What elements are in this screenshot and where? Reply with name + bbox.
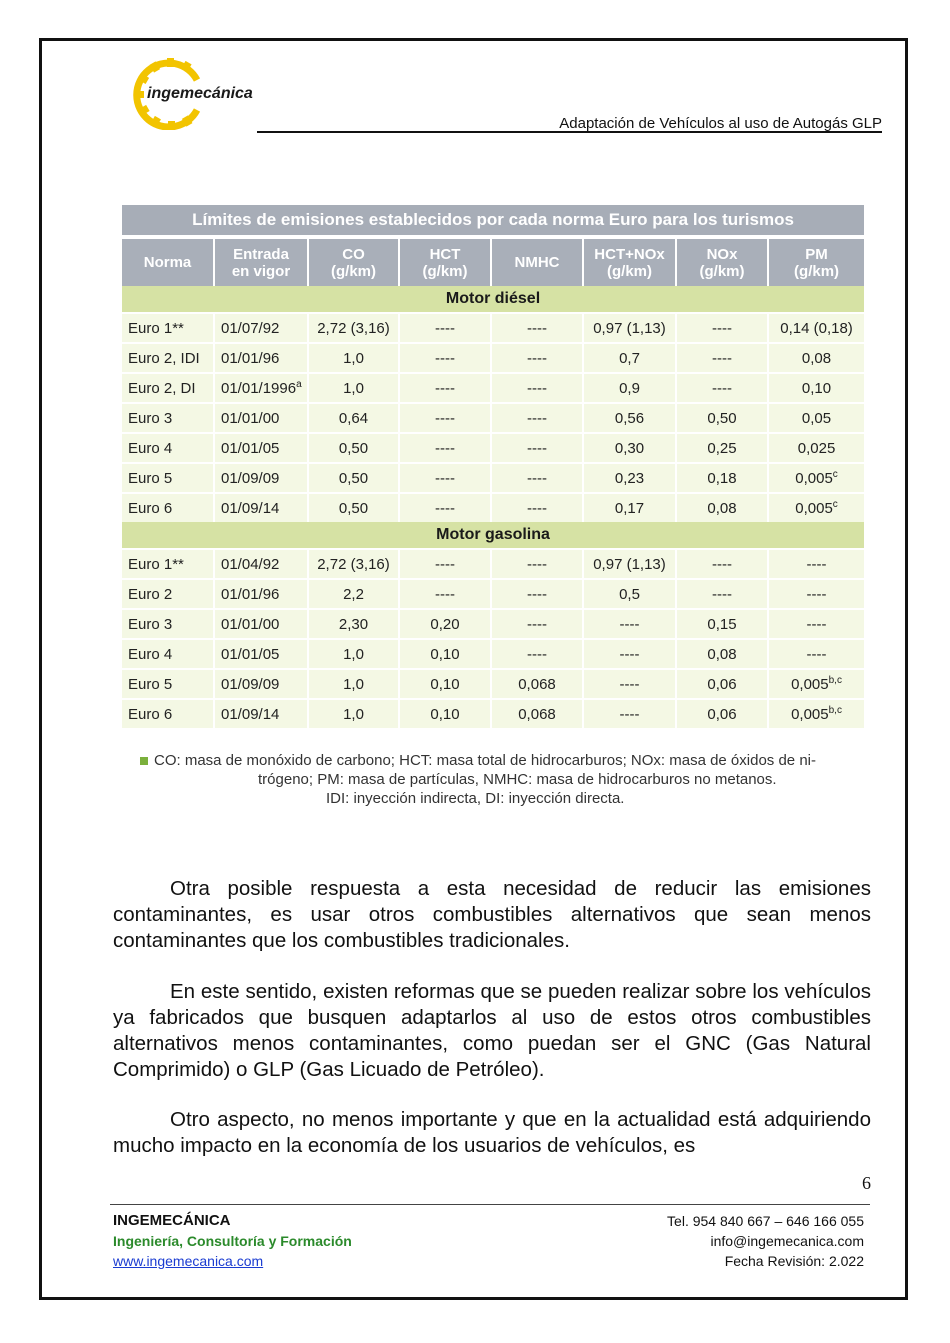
table-cell: [676, 343, 768, 373]
table-cell: [768, 549, 864, 579]
table-cell: [214, 699, 308, 728]
cell-value: Euro 5: [128, 675, 173, 693]
section-title: Motor diésel: [122, 286, 864, 313]
table-cell: [583, 669, 676, 699]
cell-value: ----: [527, 409, 547, 427]
table-cell: [491, 639, 583, 669]
column-header-text: Entrada: [233, 245, 289, 263]
table-cell: [768, 373, 864, 403]
column-header-text: NOx: [706, 245, 738, 263]
cell-value: 01/01/96: [221, 349, 280, 367]
table-cell: [399, 699, 491, 728]
cell-value: 0,56: [614, 409, 645, 427]
cell-value: 1,0: [343, 675, 364, 693]
column-header: [122, 239, 214, 286]
column-header-text: (g/km): [607, 262, 652, 280]
table-cell: [214, 669, 308, 699]
footer-revision: Fecha Revisión: 2.022: [724, 1253, 864, 1269]
table-cell: [676, 699, 768, 728]
table-cell: [676, 433, 768, 463]
table-cell: [399, 669, 491, 699]
column-header: [308, 239, 399, 286]
table-cell: [583, 493, 676, 522]
footer-company-name: INGEMECÁNICA: [113, 1212, 231, 1229]
footer-phone: Tel. 954 840 667 – 646 166 055: [667, 1213, 864, 1229]
cell-value: ----: [527, 469, 547, 487]
cell-value: 0,50: [338, 439, 369, 457]
table-cell: [308, 463, 399, 493]
cell-value: 0,068: [518, 705, 556, 723]
table-cell: [491, 433, 583, 463]
cell-value: 01/09/14: [221, 499, 280, 517]
table-row: [122, 373, 864, 403]
footer-email: info@ingemecanica.com: [710, 1233, 864, 1249]
footer-contact-block: [667, 1211, 864, 1271]
table-cell: [768, 699, 864, 728]
table-cell: [308, 343, 399, 373]
cell-value: ----: [527, 555, 547, 573]
cell-value: ----: [619, 705, 640, 723]
cell-value: 0,50: [338, 499, 369, 517]
cell-value: Euro 1**: [128, 555, 184, 573]
cell-value: 2,72 (3,16): [317, 319, 390, 337]
cell-value: 0,05: [801, 409, 832, 427]
column-header: [768, 239, 864, 286]
cell-value: Euro 6: [128, 499, 173, 517]
cell-footnote-mark: a: [296, 379, 302, 390]
table-cell: [399, 433, 491, 463]
column-header-text: PM: [805, 245, 828, 263]
cell-value: ----: [527, 379, 547, 397]
cell-footnote-mark: c: [832, 469, 838, 480]
cell-value: ----: [527, 615, 547, 633]
cell-value: ----: [527, 319, 547, 337]
column-header-text: (g/km): [422, 262, 468, 280]
table-cell: [122, 343, 214, 373]
cell-value: 0,97 (1,13): [593, 319, 666, 337]
column-header-text: Norma: [143, 254, 192, 271]
cell-value: 0,25: [707, 439, 737, 457]
cell-value: ----: [527, 585, 547, 603]
table-cell: [583, 373, 676, 403]
cell-value: ----: [806, 645, 827, 663]
cell-value: Euro 3: [128, 409, 173, 427]
cell-value: Euro 4: [128, 439, 173, 457]
cell-value: 2,30: [338, 615, 369, 633]
cell-value: 0,068: [518, 675, 556, 693]
cell-value: 0,08: [801, 349, 832, 367]
column-header-text: HCT: [429, 245, 461, 263]
section-header-row: [122, 286, 864, 313]
cell-value: 0,14 (0,18): [780, 319, 853, 337]
cell-value: 0,18: [707, 469, 737, 487]
cell-value: ----: [527, 349, 547, 367]
cell-value: Euro 2, DI: [128, 379, 196, 397]
cell-value: 01/01/05: [221, 439, 280, 457]
table-cell: [122, 699, 214, 728]
table-row: [122, 579, 864, 609]
table-cell: [491, 313, 583, 343]
cell-value: 01/01/00: [221, 615, 280, 633]
cell-value: ----: [712, 349, 732, 367]
cell-value: 0,97 (1,13): [593, 555, 666, 573]
cell-value: 0,9: [619, 379, 640, 397]
table-cell: [214, 373, 308, 403]
cell-value: ----: [712, 379, 732, 397]
table-cell: [491, 493, 583, 522]
table-cell: [122, 609, 214, 639]
table-cell: [308, 579, 399, 609]
cell-value: ----: [619, 645, 640, 663]
table-cell: [214, 343, 308, 373]
legend-line-2: trógeno; PM: masa de partículas, NMHC: masa de hidrocarburos no metanos.: [258, 771, 777, 788]
cell-value: ----: [806, 585, 827, 603]
table-cell: [583, 313, 676, 343]
table-cell: [308, 313, 399, 343]
cell-value: ----: [712, 585, 732, 603]
cell-value: ----: [435, 469, 455, 487]
table-legend: [140, 751, 860, 808]
table-cell: [491, 373, 583, 403]
table-cell: [676, 463, 768, 493]
document-title: Adaptación de Vehículos al uso de Autogás GLP: [559, 115, 882, 132]
table-cell: [308, 669, 399, 699]
table-cell: [676, 669, 768, 699]
table-cell: [399, 639, 491, 669]
table-cell: [676, 403, 768, 433]
cell-value: ----: [806, 555, 827, 573]
table-row: [122, 549, 864, 579]
cell-value: 1,0: [343, 379, 364, 397]
table-row: [122, 343, 864, 373]
cell-value: Euro 4: [128, 645, 173, 663]
table-row: [122, 433, 864, 463]
table-cell: [676, 579, 768, 609]
table-row: [122, 493, 864, 522]
cell-value: 0,08: [707, 645, 737, 663]
table-cell: [122, 549, 214, 579]
table-cell: [676, 639, 768, 669]
column-header-text: (g/km): [794, 262, 840, 280]
cell-value: Euro 3: [128, 615, 173, 633]
table-cell: [122, 639, 214, 669]
table-cell: [491, 669, 583, 699]
legend-bullet-icon: [140, 757, 148, 765]
table-cell: [491, 699, 583, 728]
table-cell: [491, 549, 583, 579]
cell-value: 01/01/96: [221, 585, 280, 603]
table-cell: [768, 313, 864, 343]
cell-value: 0,025: [797, 439, 836, 457]
table-cell: [399, 549, 491, 579]
cell-value: 2,2: [343, 585, 364, 603]
table-row: [122, 669, 864, 699]
cell-value: 0,06: [707, 705, 737, 723]
table-cell: [583, 699, 676, 728]
legend-line-3: IDI: inyección indirecta, DI: inyección directa.: [326, 790, 625, 807]
cell-value: 0,50: [338, 469, 369, 487]
table-cell: [768, 669, 864, 699]
table-title: Límites de emisiones establecidos por cada norma Euro para los turismos: [122, 205, 864, 235]
cell-value: 01/09/09: [221, 469, 280, 487]
table-row: [122, 609, 864, 639]
table-row: [122, 463, 864, 493]
table-cell: [768, 609, 864, 639]
cell-value: 0,005: [795, 500, 833, 517]
table-cell: [214, 433, 308, 463]
cell-value: ----: [435, 439, 455, 457]
table-cell: [491, 579, 583, 609]
cell-value: 0,10: [801, 379, 832, 397]
table-cell: [308, 639, 399, 669]
cell-value: 2,72 (3,16): [317, 555, 390, 573]
table-cell: [399, 609, 491, 639]
cell-value: 01/04/92: [221, 555, 280, 573]
emissions-table: [122, 205, 864, 728]
table-cell: [122, 463, 214, 493]
table-row: [122, 639, 864, 669]
table-cell: [491, 403, 583, 433]
cell-value: ----: [619, 675, 640, 693]
column-header-text: CO: [342, 245, 365, 263]
table-cell: [122, 493, 214, 522]
table-cell: [491, 343, 583, 373]
table-cell: [768, 343, 864, 373]
table-cell: [583, 403, 676, 433]
table-cell: [214, 493, 308, 522]
section-header-row: [122, 522, 864, 549]
cell-value: ----: [806, 615, 827, 633]
table-cell: [214, 609, 308, 639]
footer-tagline: Ingeniería, Consultoría y Formación: [113, 1233, 352, 1249]
table-cell: [583, 549, 676, 579]
table-cell: [583, 579, 676, 609]
table-cell: [122, 433, 214, 463]
cell-value: Euro 2: [128, 585, 173, 603]
cell-value: ----: [435, 585, 455, 603]
cell-value: ----: [712, 555, 732, 573]
column-header: [491, 239, 583, 286]
cell-value: 0,7: [619, 349, 640, 367]
cell-value: 1,0: [343, 705, 364, 723]
cell-value: 0,06: [707, 675, 737, 693]
table-cell: [214, 313, 308, 343]
table-cell: [308, 699, 399, 728]
table-cell: [308, 609, 399, 639]
cell-footnote-mark: b,c: [828, 675, 842, 686]
column-header: [399, 239, 491, 286]
cell-value: 0,30: [614, 439, 645, 457]
table-row: [122, 699, 864, 728]
table-cell: [308, 433, 399, 463]
table-cell: [583, 609, 676, 639]
column-header-text: (g/km): [699, 262, 745, 280]
table-cell: [768, 639, 864, 669]
cell-value: Euro 5: [128, 469, 173, 487]
cell-value: 0,64: [338, 409, 369, 427]
table-cell: [399, 463, 491, 493]
table-cell: [214, 549, 308, 579]
cell-value: ----: [435, 499, 455, 517]
cell-value: 0,5: [619, 585, 640, 603]
table-cell: [399, 313, 491, 343]
cell-footnote-mark: c: [832, 499, 838, 510]
table-cell: [676, 373, 768, 403]
table-cell: [122, 579, 214, 609]
cell-value: 01/01/1996: [221, 380, 297, 397]
cell-value: 0,10: [430, 675, 460, 693]
column-header: [214, 239, 308, 286]
cell-value: 0,10: [430, 705, 460, 723]
cell-value: 0,005: [791, 676, 829, 693]
table-cell: [122, 403, 214, 433]
table-cell: [676, 609, 768, 639]
cell-value: 01/09/14: [221, 705, 280, 723]
cell-value: 0,08: [707, 499, 737, 517]
cell-value: 0,005: [791, 706, 829, 723]
page-number: 6: [862, 1173, 871, 1193]
table-cell: [214, 463, 308, 493]
footer-divider: [110, 1204, 870, 1205]
table-cell: [399, 403, 491, 433]
paragraph-3: Otro aspecto, no menos importante y que en la actualidad está adquiriendo mucho impacto en la economía de los usuarios de vehículos, es: [113, 1108, 871, 1157]
table-cell: [676, 313, 768, 343]
column-header-row: [122, 239, 864, 286]
cell-value: 01/01/00: [221, 409, 280, 427]
cell-value: 01/09/09: [221, 675, 280, 693]
footer-company-block: [113, 1211, 352, 1271]
table-cell: [308, 493, 399, 522]
table-cell: [214, 639, 308, 669]
cell-value: 0,23: [614, 469, 645, 487]
column-header-text: en vigor: [231, 262, 291, 280]
cell-value: 1,0: [343, 349, 364, 367]
cell-value: 0,17: [614, 499, 645, 517]
cell-value: ----: [435, 409, 455, 427]
table-cell: [399, 579, 491, 609]
company-logo: [131, 58, 271, 128]
table-row: [122, 403, 864, 433]
table-cell: [399, 493, 491, 522]
table-cell: [768, 433, 864, 463]
cell-value: 0,20: [430, 615, 460, 633]
cell-value: 01/07/92: [221, 319, 280, 337]
column-header-text: HCT+NOx: [594, 245, 665, 263]
cell-value: 0,50: [707, 409, 737, 427]
table-row: [122, 313, 864, 343]
cell-value: ----: [527, 499, 547, 517]
table-cell: [583, 433, 676, 463]
cell-value: ----: [435, 319, 455, 337]
table-cell: [768, 463, 864, 493]
table-cell: [583, 463, 676, 493]
table-cell: [491, 463, 583, 493]
table-cell: [399, 373, 491, 403]
table-cell: [676, 493, 768, 522]
cell-footnote-mark: b,c: [828, 705, 842, 716]
paragraph-2: En este sentido, existen reformas que se pueden realizar sobre los vehículos ya fabricados que busquen adaptarlos al uso de estos otros combustibles alternativos menos contaminantes, como puedan ser el GNC (Gas Natural Comprimido) o GLP (Gas Licuado de Petróleo).: [113, 980, 871, 1081]
cell-value: ----: [435, 555, 455, 573]
table-cell: [583, 343, 676, 373]
table-cell: [491, 609, 583, 639]
column-header: [676, 239, 768, 286]
cell-value: 0,15: [707, 615, 737, 633]
cell-value: 01/01/05: [221, 645, 280, 663]
table-cell: [308, 373, 399, 403]
table-cell: [214, 579, 308, 609]
table-title-row: [122, 205, 864, 235]
header-divider: [257, 131, 882, 133]
table-cell: [122, 313, 214, 343]
cell-value: ----: [435, 379, 455, 397]
cell-value: Euro 2, IDI: [128, 349, 200, 367]
cell-value: Euro 1**: [128, 319, 184, 337]
paragraph-1: Otra posible respuesta a esta necesidad de reducir las emisiones contaminantes, es usar otros combustibles alternativos que sean menos contaminantes que los combustibles tradicionales.: [113, 877, 871, 952]
section-title: Motor gasolina: [122, 522, 864, 549]
footer-website-link[interactable]: www.ingemecanica.com: [113, 1253, 264, 1269]
cell-value: ----: [527, 645, 547, 663]
cell-value: 0,005: [795, 470, 833, 487]
emissions-table-figure: [122, 205, 864, 728]
cell-value: ----: [435, 349, 455, 367]
table-cell: [308, 549, 399, 579]
legend-line-1: CO: masa de monóxido de carbono; HCT: masa total de hidrocarburos; NOx: masa de óxidos de ni-: [140, 752, 816, 769]
cell-value: ----: [527, 439, 547, 457]
column-header-text: NMHC: [514, 254, 560, 271]
cell-value: 0,10: [430, 645, 460, 663]
table-cell: [583, 639, 676, 669]
table-cell: [122, 373, 214, 403]
table-cell: [214, 403, 308, 433]
table-cell: [768, 403, 864, 433]
table-cell: [768, 493, 864, 522]
cell-value: ----: [619, 615, 640, 633]
table-cell: [399, 343, 491, 373]
column-header-text: (g/km): [331, 262, 376, 280]
table-cell: [122, 669, 214, 699]
table-cell: [768, 579, 864, 609]
column-header: [583, 239, 676, 286]
logo-wordmark: ingemecánica: [147, 85, 253, 102]
table-cell: [676, 549, 768, 579]
cell-value: 1,0: [343, 645, 364, 663]
cell-value: Euro 6: [128, 705, 173, 723]
cell-value: ----: [712, 319, 732, 337]
table-cell: [308, 403, 399, 433]
